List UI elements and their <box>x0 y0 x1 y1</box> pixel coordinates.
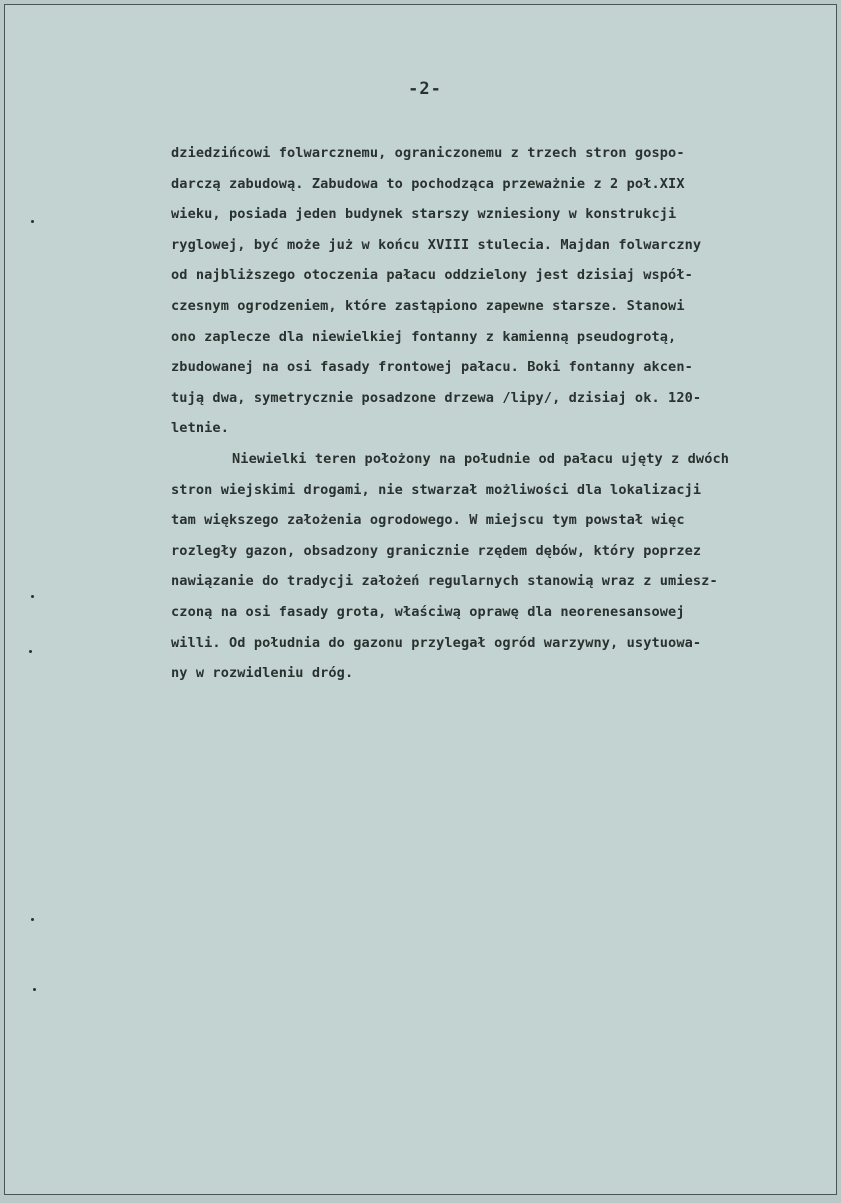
text-line: czoną na osi fasady grota, właściwą oprawę dla neorenesansowej <box>171 603 685 620</box>
text-line: od najbliższego otoczenia pałacu oddzielony jest dzisiaj współ- <box>171 267 693 284</box>
page-number: -2- <box>408 79 442 99</box>
text-line: darczą zabudową. Zabudowa to pochodząca przeważnie z 2 poł.XIX <box>171 175 685 192</box>
text-line-paragraph-start: Niewielki teren położony na południe od pałacu ujęty z dwóch <box>232 450 730 467</box>
text-line: ono zaplecze dla niewielkiej fontanny z kamienną pseudogrotą, <box>171 328 677 345</box>
text-line: willi. Od południa do gazonu przylegał ogród warzywny, usytuowa- <box>171 634 702 651</box>
text-line: dziedzińcowi folwarcznemu, ograniczonemu z trzech stron gospo- <box>171 145 685 161</box>
margin-mark <box>31 220 34 223</box>
text-line: tam większego założenia ogrodowego. W miejscu tym powstał więc <box>171 512 685 529</box>
margin-mark <box>33 988 36 991</box>
text-line: tują dwa, symetrycznie posadzone drzewa /lipy/, dzisiaj ok. 120- <box>171 389 702 406</box>
text-line: ny w rozwidleniu dróg. <box>171 665 354 682</box>
text-line: letnie. <box>171 420 229 437</box>
document-page <box>4 4 837 1195</box>
margin-mark <box>31 918 34 921</box>
text-line: wieku, posiada jeden budynek starszy wzniesiony w konstrukcji <box>171 206 677 223</box>
text-line: zbudowanej na osi fasady frontowej pałacu. Boki fontanny akcen- <box>171 359 693 376</box>
margin-mark <box>29 650 32 653</box>
text-line: stron wiejskimi drogami, nie stwarzał możliwości dla lokalizacji <box>171 481 702 498</box>
text-line: nawiązanie do tradycji założeń regularnych stanowią wraz z umiesz- <box>171 573 718 590</box>
text-line: rozległy gazon, obsadzony granicznie rzędem dębów, który poprzez <box>171 542 702 559</box>
body-text <box>171 138 837 689</box>
margin-mark <box>31 595 34 598</box>
text-line: ryglowej, być może już w końcu XVIII stulecia. Majdan folwarczny <box>171 236 702 253</box>
text-line: czesnym ogrodzeniem, które zastąpiono zapewne starsze. Stanowi <box>171 297 685 314</box>
